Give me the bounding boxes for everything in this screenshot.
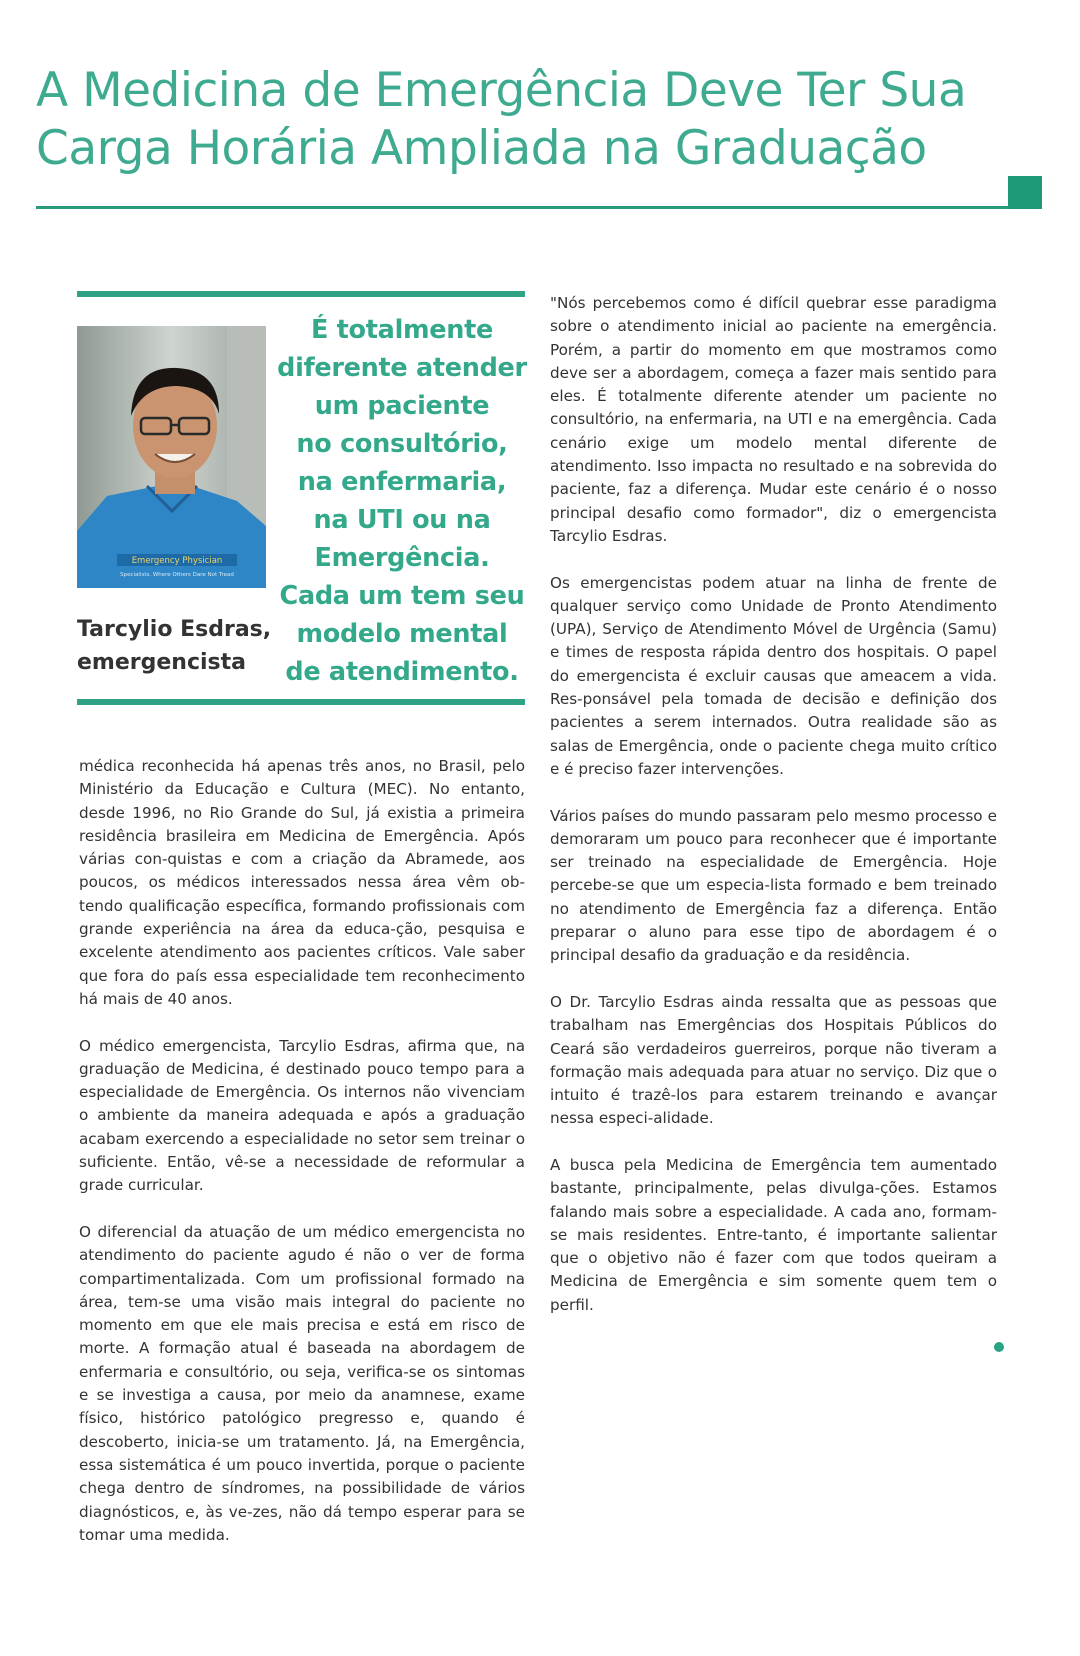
quote-line: Emergência.: [314, 543, 490, 573]
pullquote-box: [77, 291, 525, 705]
body-paragraph: Vários países do mundo passaram pelo mesmo processo e demoraram um pouco para reconhecer que é importante ser treinado na especialidade de Emergência. Hoje percebe-se que um especia-lista formado e bem treinado no atendimento de Emergência faz a diferença. Então preparar o aluno para esse tipo de abordagem é o principal desafio da graduação e da residência.: [550, 806, 997, 965]
body-paragraph: Os emergencistas podem atuar na linha de frente de qualquer serviço como Unidade de Pronto Atendimento (UPA), Serviço de Atendimento Móvel de Urgência (Samu) e times de resposta rápida dentro dos hospitais. O papel do emergencista é excluir causas que ameacem a vida. Res-ponsável pela tomada de decisão e definição dos pacientes a serem internados. Outra realidade são as salas de Emergência, onde o paciente chega muito crítico e é preciso fazer intervenções.: [550, 573, 997, 778]
title-line-1: A Medicina de Emergência Deve Ter Sua: [36, 63, 967, 118]
pullquote-top-bar: [77, 291, 525, 297]
body-column-right: [550, 292, 997, 1317]
quote-line: no consultório,: [296, 429, 508, 459]
person-name: Tarcylio Esdras,: [77, 617, 272, 642]
article-title: [36, 62, 1016, 178]
body-paragraph: O diferencial da atuação de um médico emergencista no atendimento do paciente agudo é não o ver de forma compartimentalizada. Com um profissional formado na área, tem-se uma visão mais integral do paciente no momento em que ele mais precisa e está em risco de morte. A formação atual é baseada na abordagem de enfermaria e consultório, ou seja, verifica-se os sintomas e se investiga a causa, por meio da anamnese, exame físico, histórico patológico pregresso e, quando é descoberto, inicia-se um tratamento. Já, na Emergência, essa sistemática é um pouco invertida, porque o paciente chega dentro de síndromes, na possibilidade de vários diagnósticos, e, às ve-zes, não dá tempo esperar para se tomar uma medida.: [79, 1222, 525, 1544]
quote-line: Cada um tem seu: [279, 581, 525, 611]
quote-line: diferente atender: [277, 353, 527, 383]
body-paragraph: A busca pela Medicina de Emergência tem aumentado bastante, principalmente, pelas divulga-ções. Estamos falando mais sobre a especialidade. A cada ano, formam-se mais residentes. Entre-tanto, é importante salientar que o objetivo não é fazer com que todos queiram a Medicina de Emergência e sim somente quem tem o perfil.: [550, 1155, 997, 1314]
quote-line: um paciente: [314, 391, 490, 421]
title-accent-block: [1008, 176, 1042, 209]
person-role: emergencista: [77, 650, 246, 675]
shirt-text: Emergency Physician: [131, 556, 223, 566]
pullquote-bottom-bar: [77, 699, 525, 705]
quote-line: na UTI ou na: [313, 505, 491, 535]
pullquote-text: [277, 311, 527, 691]
person-caption: [77, 613, 277, 679]
body-paragraph: O Dr. Tarcylio Esdras ainda ressalta que as pessoas que trabalham nas Emergências dos Hospitais Públicos do Ceará são verdadeiros guerreiros, porque não tiveram a formação mais adequada para atuar no serviço. Diz que o intuito é trazê-los para estarem treinando e avançar nessa especi-alidade.: [550, 992, 997, 1128]
quote-line: de atendimento.: [285, 657, 519, 687]
quote-line: É totalmente: [310, 315, 494, 345]
title-rule: [36, 206, 1042, 209]
quote-line: modelo mental: [296, 619, 508, 649]
end-of-article-dot: [994, 1342, 1004, 1352]
title-line-2: Carga Horária Ampliada na Graduação: [36, 121, 927, 176]
body-column-left: [79, 755, 525, 1547]
author-photo: [77, 326, 266, 588]
body-paragraph: médica reconhecida há apenas três anos, no Brasil, pelo Ministério da Educação e Cultura (MEC). No entanto, desde 1996, no Rio Grande do Sul, já existia a primeira residência brasileira em Medicina de Emergência. Após várias con-quistas e com a criação da Abramede, aos poucos, os médicos interessados nessa área vêm ob-tendo qualificação específica, formando profissionais com grande experiência na área da educa-ção, pesquisa e excelente atendimento aos pacientes críticos. Vale saber que fora do país essa especialidade tem reconhecimento há mais de 40 anos.: [79, 757, 525, 1008]
quote-line: na enfermaria,: [297, 467, 507, 497]
body-paragraph: O médico emergencista, Tarcylio Esdras, afirma que, na graduação de Medicina, é destinado pouco tempo para a especialidade de Emergência. Os internos não vivenciam o ambiente da maneira adequada e após a graduação acabam exercendo a especialidade no setor sem treinar o suficiente. Então, vê-se a necessidade de reformular a grade curricular.: [79, 1036, 525, 1195]
body-paragraph: "Nós percebemos como é difícil quebrar esse paradigma sobre o atendimento inicial ao paciente na emergência. Porém, a partir do momento em que mostramos como deve ser a abordagem, começa a fazer mais sentido para eles. É totalmente diferente atender um paciente no consultório, na enfermaria, na UTI e na emergência. Cada cenário exige um modelo mental diferente de atendimento. Isso impacta no resultado e na sobrevida do paciente, faz a diferença. Mudar este cenário é o nosso principal desafio como formador", diz o emergencista Tarcylio Esdras.: [550, 294, 997, 545]
shirt-subtext: Specialists. Where Others Dare Not Tread: [120, 572, 234, 578]
